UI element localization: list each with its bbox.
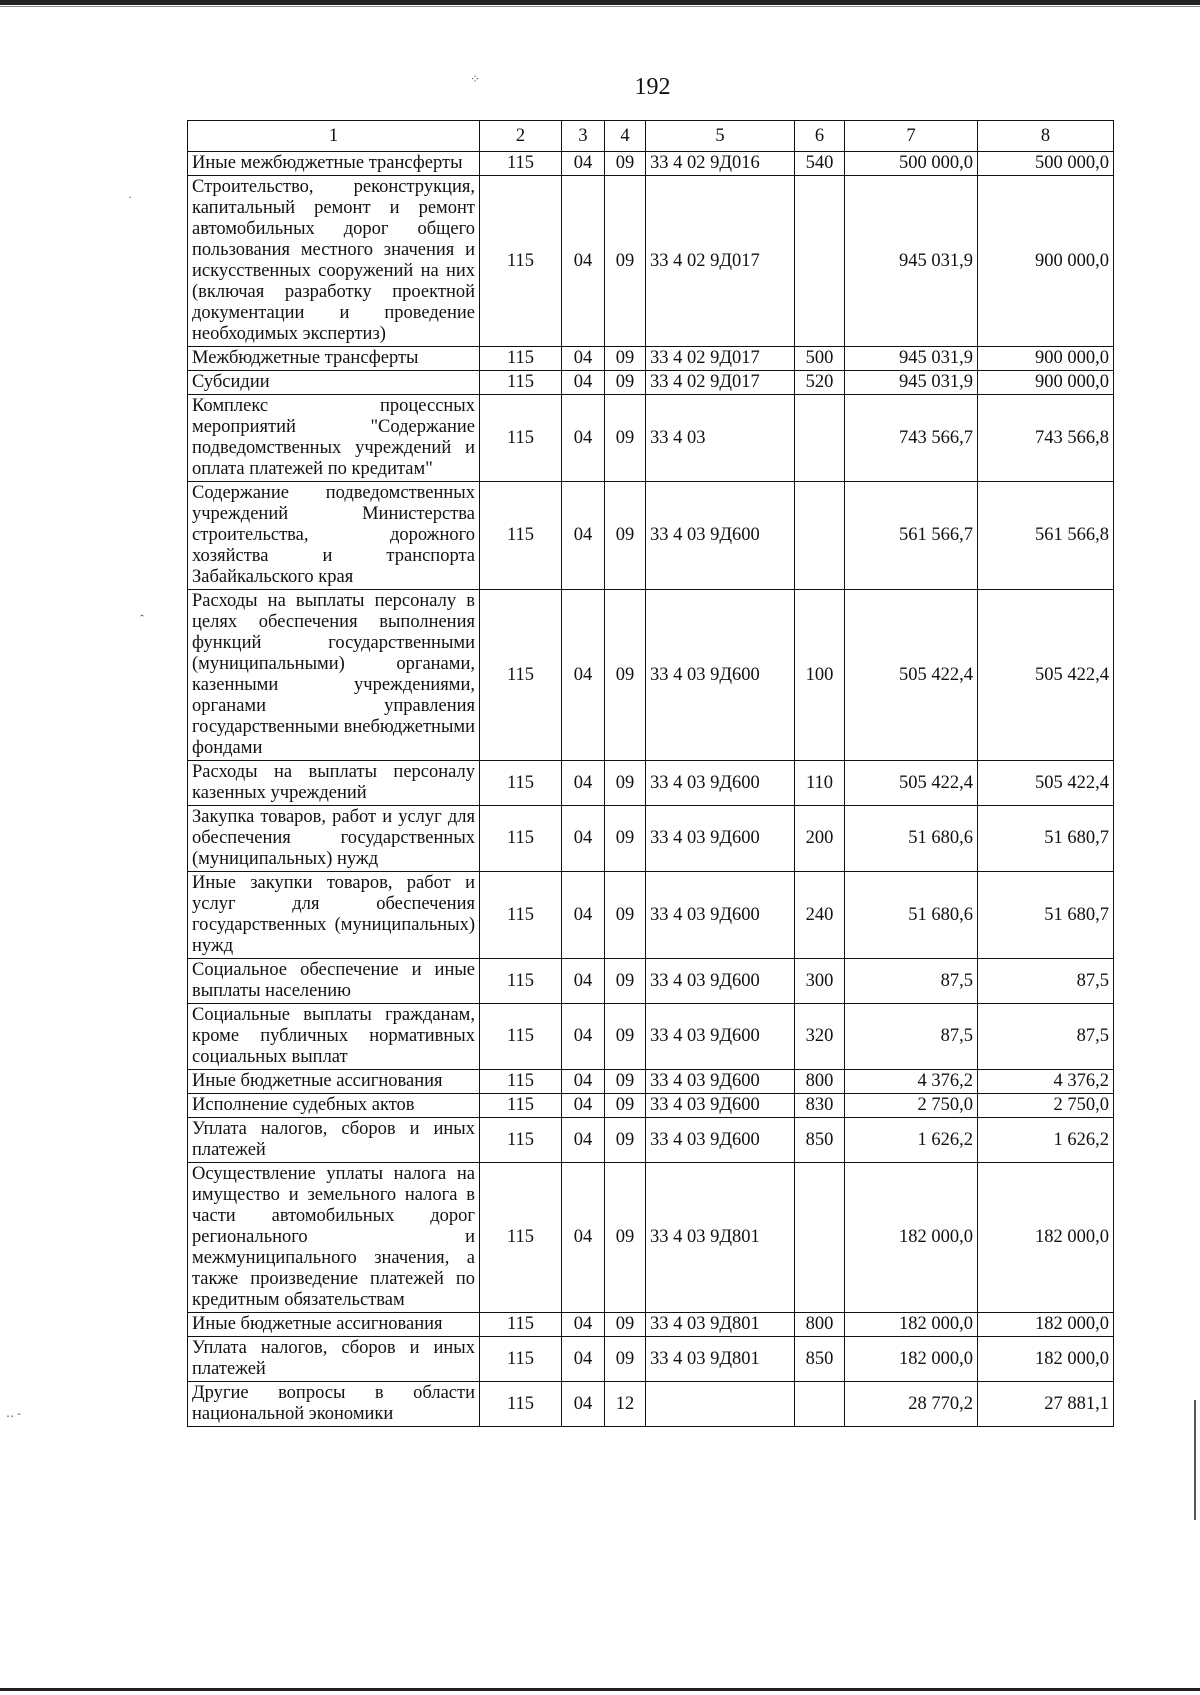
page-number: 192	[634, 74, 671, 100]
budget-table	[187, 120, 1114, 1427]
cell-code-3: 04	[562, 152, 605, 176]
cell-code-2: 115	[480, 1337, 562, 1382]
row-name: Уплата налогов, сборов и иных платежей	[188, 1337, 480, 1382]
cell-amount-7: 505 422,4	[845, 590, 978, 761]
cell-amount-7: 945 031,9	[845, 371, 978, 395]
cell-expense-type: 850	[795, 1337, 845, 1382]
table-row	[188, 152, 1114, 176]
cell-code-2: 115	[480, 872, 562, 959]
row-name: Иные межбюджетные трансферты	[188, 152, 480, 176]
cell-code-2: 115	[480, 1094, 562, 1118]
cell-amount-8: 182 000,0	[978, 1313, 1114, 1337]
cell-expense-type	[795, 176, 845, 347]
cell-amount-7: 505 422,4	[845, 761, 978, 806]
cell-expense-type	[795, 1163, 845, 1313]
cell-amount-8: 561 566,8	[978, 482, 1114, 590]
cell-expense-type: 240	[795, 872, 845, 959]
cell-code-3: 04	[562, 872, 605, 959]
cell-code-4: 09	[605, 152, 646, 176]
cell-target-code: 33 4 03 9Д801	[646, 1337, 795, 1382]
cell-expense-type: 500	[795, 347, 845, 371]
cell-amount-7: 51 680,6	[845, 872, 978, 959]
cell-code-4: 09	[605, 590, 646, 761]
column-header: 4	[605, 121, 646, 152]
cell-code-4: 09	[605, 959, 646, 1004]
cell-code-4: 09	[605, 347, 646, 371]
cell-code-2: 115	[480, 482, 562, 590]
cell-target-code: 33 4 03 9Д801	[646, 1163, 795, 1313]
table-row	[188, 371, 1114, 395]
cell-target-code: 33 4 02 9Д016	[646, 152, 795, 176]
cell-target-code: 33 4 03 9Д600	[646, 482, 795, 590]
row-name: Иные закупки товаров, работ и услуг для обеспечения государственных (муниципальных) нужд	[188, 872, 480, 959]
cell-amount-8: 743 566,8	[978, 395, 1114, 482]
cell-code-4: 09	[605, 482, 646, 590]
cell-code-3: 04	[562, 1382, 605, 1427]
cell-code-4: 09	[605, 872, 646, 959]
cell-amount-8: 182 000,0	[978, 1163, 1114, 1313]
cell-expense-type: 110	[795, 761, 845, 806]
cell-amount-8: 51 680,7	[978, 806, 1114, 872]
cell-expense-type: 830	[795, 1094, 845, 1118]
cell-amount-7: 182 000,0	[845, 1337, 978, 1382]
cell-code-2: 115	[480, 347, 562, 371]
table-row	[188, 1382, 1114, 1427]
row-name: Иные бюджетные ассигнования	[188, 1070, 480, 1094]
cell-code-4: 09	[605, 1004, 646, 1070]
cell-amount-8: 87,5	[978, 959, 1114, 1004]
cell-code-2: 115	[480, 1004, 562, 1070]
cell-code-3: 04	[562, 482, 605, 590]
row-name: Расходы на выплаты персоналу в целях обеспечения выполнения функций государственными (муниципальными) органами, казенными учреждениями, органами управления государственными внебюджетными фондами	[188, 590, 480, 761]
row-name: Социальное обеспечение и иные выплаты населению	[188, 959, 480, 1004]
row-name: Содержание подведомственных учреждений Министерства строительства, дорожного хозяйства и транспорта Забайкальского края	[188, 482, 480, 590]
column-header: 1	[188, 121, 480, 152]
cell-amount-7: 2 750,0	[845, 1094, 978, 1118]
cell-code-4: 09	[605, 1118, 646, 1163]
cell-amount-8: 51 680,7	[978, 872, 1114, 959]
scan-speck: ⁘	[470, 72, 481, 86]
table-row	[188, 590, 1114, 761]
row-name: Иные бюджетные ассигнования	[188, 1313, 480, 1337]
cell-amount-8: 4 376,2	[978, 1070, 1114, 1094]
cell-amount-7: 87,5	[845, 1004, 978, 1070]
table-header-row	[188, 121, 1114, 152]
row-name: Социальные выплаты гражданам, кроме публичных нормативных социальных выплат	[188, 1004, 480, 1070]
scan-speck: ·	[128, 190, 132, 204]
column-header: 7	[845, 121, 978, 152]
cell-target-code: 33 4 03 9Д600	[646, 872, 795, 959]
cell-target-code: 33 4 03	[646, 395, 795, 482]
cell-code-3: 04	[562, 959, 605, 1004]
cell-code-3: 04	[562, 1163, 605, 1313]
cell-expense-type	[795, 482, 845, 590]
cell-code-3: 04	[562, 761, 605, 806]
cell-amount-7: 500 000,0	[845, 152, 978, 176]
cell-amount-8: 27 881,1	[978, 1382, 1114, 1427]
cell-code-3: 04	[562, 1337, 605, 1382]
table-row	[188, 176, 1114, 347]
cell-code-3: 04	[562, 371, 605, 395]
cell-code-3: 04	[562, 1070, 605, 1094]
cell-code-2: 115	[480, 1070, 562, 1094]
row-name: Исполнение судебных актов	[188, 1094, 480, 1118]
row-name: Закупка товаров, работ и услуг для обеспечения государственных (муниципальных) нужд	[188, 806, 480, 872]
cell-code-3: 04	[562, 176, 605, 347]
cell-code-2: 115	[480, 1163, 562, 1313]
cell-amount-7: 28 770,2	[845, 1382, 978, 1427]
cell-code-3: 04	[562, 1004, 605, 1070]
cell-amount-7: 561 566,7	[845, 482, 978, 590]
cell-expense-type: 800	[795, 1070, 845, 1094]
cell-expense-type: 320	[795, 1004, 845, 1070]
cell-expense-type: 850	[795, 1118, 845, 1163]
cell-code-2: 115	[480, 395, 562, 482]
cell-target-code: 33 4 02 9Д017	[646, 176, 795, 347]
cell-amount-7: 4 376,2	[845, 1070, 978, 1094]
cell-target-code: 33 4 02 9Д017	[646, 371, 795, 395]
cell-expense-type: 520	[795, 371, 845, 395]
cell-target-code: 33 4 03 9Д600	[646, 590, 795, 761]
cell-amount-7: 87,5	[845, 959, 978, 1004]
table-row	[188, 1070, 1114, 1094]
cell-code-4: 09	[605, 1094, 646, 1118]
row-name: Уплата налогов, сборов и иных платежей	[188, 1118, 480, 1163]
table-row	[188, 1163, 1114, 1313]
cell-code-3: 04	[562, 590, 605, 761]
cell-target-code: 33 4 03 9Д600	[646, 1094, 795, 1118]
cell-amount-8: 900 000,0	[978, 371, 1114, 395]
cell-amount-7: 1 626,2	[845, 1118, 978, 1163]
scan-bottom-border	[0, 1688, 1200, 1691]
column-header: 8	[978, 121, 1114, 152]
scan-right-mark	[1194, 1400, 1196, 1520]
row-name: Субсидии	[188, 371, 480, 395]
cell-expense-type: 200	[795, 806, 845, 872]
cell-code-2: 115	[480, 176, 562, 347]
cell-code-2: 115	[480, 152, 562, 176]
cell-code-2: 115	[480, 806, 562, 872]
cell-code-3: 04	[562, 1118, 605, 1163]
cell-code-2: 115	[480, 371, 562, 395]
row-name: Расходы на выплаты персоналу казенных учреждений	[188, 761, 480, 806]
cell-code-4: 09	[605, 1313, 646, 1337]
cell-target-code: 33 4 02 9Д017	[646, 347, 795, 371]
cell-code-4: 09	[605, 1337, 646, 1382]
cell-amount-8: 900 000,0	[978, 347, 1114, 371]
cell-code-2: 115	[480, 1313, 562, 1337]
cell-target-code: 33 4 03 9Д801	[646, 1313, 795, 1337]
cell-amount-8: 505 422,4	[978, 761, 1114, 806]
scan-top-border-thin	[0, 6, 1200, 7]
cell-code-3: 04	[562, 347, 605, 371]
cell-code-2: 115	[480, 590, 562, 761]
scan-speck: ˆ	[140, 612, 144, 626]
cell-code-4: 09	[605, 395, 646, 482]
cell-code-4: 09	[605, 761, 646, 806]
table-row	[188, 1337, 1114, 1382]
cell-amount-8: 900 000,0	[978, 176, 1114, 347]
cell-code-3: 04	[562, 806, 605, 872]
cell-code-2: 115	[480, 1382, 562, 1427]
cell-code-2: 115	[480, 959, 562, 1004]
table-row	[188, 395, 1114, 482]
cell-amount-8: 2 750,0	[978, 1094, 1114, 1118]
cell-amount-8: 87,5	[978, 1004, 1114, 1070]
table-row	[188, 482, 1114, 590]
table-row	[188, 1004, 1114, 1070]
table-row	[188, 1094, 1114, 1118]
cell-target-code: 33 4 03 9Д600	[646, 1070, 795, 1094]
row-name: Осуществление уплаты налога на имущество и земельного налога в части автомобильных дорог регионального и межмуниципального значения, а также произведение платежей по кредитным обязательствам	[188, 1163, 480, 1313]
cell-amount-7: 743 566,7	[845, 395, 978, 482]
cell-target-code: 33 4 03 9Д600	[646, 806, 795, 872]
table-row	[188, 761, 1114, 806]
row-name: Комплекс процессных мероприятий "Содержание подведомственных учреждений и оплата платежей по кредитам"	[188, 395, 480, 482]
table-row	[188, 872, 1114, 959]
cell-expense-type: 800	[795, 1313, 845, 1337]
cell-amount-7: 945 031,9	[845, 347, 978, 371]
cell-amount-8: 505 422,4	[978, 590, 1114, 761]
cell-target-code: 33 4 03 9Д600	[646, 1118, 795, 1163]
cell-code-4: 09	[605, 1163, 646, 1313]
column-header: 5	[646, 121, 795, 152]
row-name: Строительство, реконструкция, капитальный ремонт и ремонт автомобильных дорог общего пользования местного значения и искусственных сооружений на них (включая разработку проектной документации и проведение необходимых экспертиз)	[188, 176, 480, 347]
cell-code-2: 115	[480, 1118, 562, 1163]
cell-amount-7: 182 000,0	[845, 1313, 978, 1337]
cell-code-4: 09	[605, 176, 646, 347]
column-header: 2	[480, 121, 562, 152]
cell-code-3: 04	[562, 1313, 605, 1337]
cell-amount-7: 945 031,9	[845, 176, 978, 347]
cell-code-3: 04	[562, 395, 605, 482]
table-row	[188, 1118, 1114, 1163]
row-name: Другие вопросы в области национальной экономики	[188, 1382, 480, 1427]
cell-amount-8: 500 000,0	[978, 152, 1114, 176]
cell-target-code	[646, 1382, 795, 1427]
cell-target-code: 33 4 03 9Д600	[646, 1004, 795, 1070]
cell-expense-type: 540	[795, 152, 845, 176]
cell-code-2: 115	[480, 761, 562, 806]
cell-expense-type	[795, 395, 845, 482]
scan-top-border	[0, 0, 1200, 5]
cell-amount-8: 1 626,2	[978, 1118, 1114, 1163]
cell-target-code: 33 4 03 9Д600	[646, 959, 795, 1004]
cell-target-code: 33 4 03 9Д600	[646, 761, 795, 806]
cell-expense-type: 100	[795, 590, 845, 761]
cell-code-4: 09	[605, 1070, 646, 1094]
column-header: 3	[562, 121, 605, 152]
cell-code-3: 04	[562, 1094, 605, 1118]
cell-code-4: 09	[605, 806, 646, 872]
table-row	[188, 1313, 1114, 1337]
cell-amount-7: 51 680,6	[845, 806, 978, 872]
cell-code-4: 09	[605, 371, 646, 395]
cell-amount-8: 182 000,0	[978, 1337, 1114, 1382]
cell-expense-type: 300	[795, 959, 845, 1004]
column-header: 6	[795, 121, 845, 152]
cell-code-4: 12	[605, 1382, 646, 1427]
table-row	[188, 347, 1114, 371]
table-row	[188, 806, 1114, 872]
scan-speck: ‥ -	[6, 1406, 21, 1420]
table-row	[188, 959, 1114, 1004]
row-name: Межбюджетные трансферты	[188, 347, 480, 371]
cell-expense-type	[795, 1382, 845, 1427]
cell-amount-7: 182 000,0	[845, 1163, 978, 1313]
